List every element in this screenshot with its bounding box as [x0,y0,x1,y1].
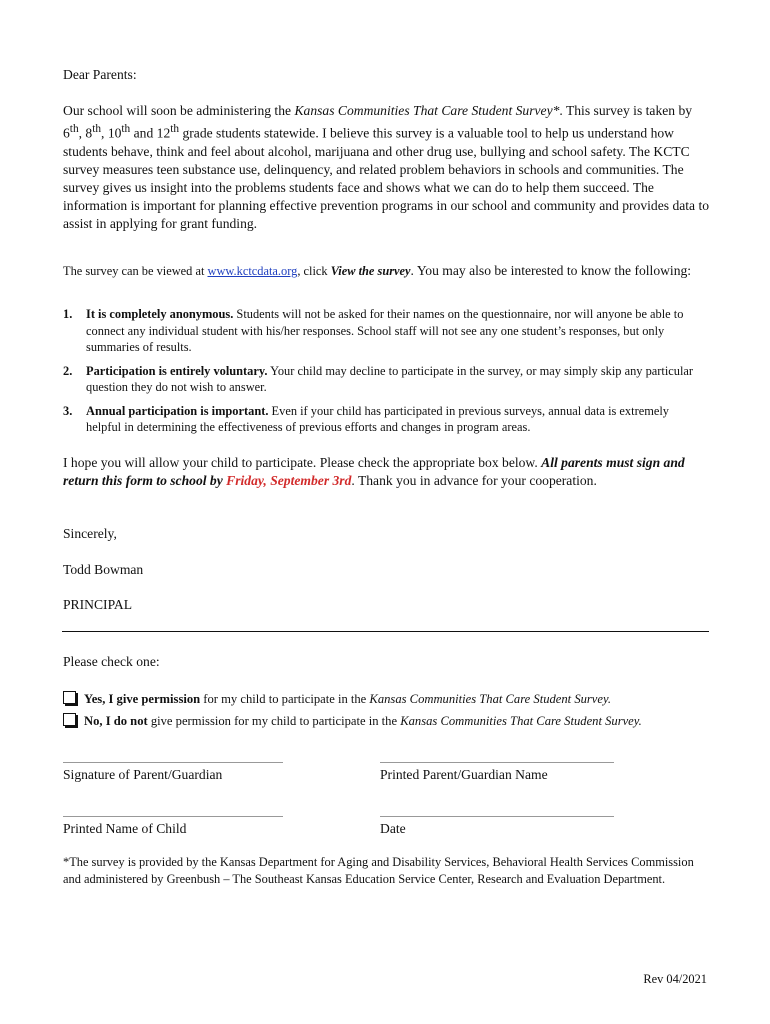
view-survey-paragraph [63,262,711,280]
yes-text: for my child to participate in the [200,692,370,706]
grade-suffix: th [170,123,180,135]
sign-off: Sincerely, [63,526,117,541]
permission-no-option [63,713,723,730]
date-label: Date [380,821,406,836]
closing-paragraph [63,454,711,490]
no-checkbox[interactable] [63,713,76,726]
item-title: Participation is entirely voluntary. [86,363,268,378]
view-text-3: . You may also be interested to know the following: [410,263,692,278]
item-text: Even if your child has participated in previous surveys, annual data is extremely helpful in determining the effectiveness of previous efforts and changes in program areas. [86,403,669,434]
intro-text-3: , 8 [78,125,93,141]
intro-text-6: grade students statewide. I believe this survey is a valuable tool to help us understand how students behave, think and feel about alcohol, marijuana and other drug use, bullying and school safety. The KCTC survey measures teen substance use, delinquency, and related problem behaviors in schools and communities. The survey gives us insight into the problems students face and shows what we can do to help them succeed. The information is important for planning effective prevention programs in our school and community and provides data to assist in applying for grant funding. [63,125,710,231]
divider [62,631,709,632]
reasons-list [63,306,703,443]
no-label: No, I do not [84,714,148,728]
list-item [63,403,703,436]
footnote: *The survey is provided by the Kansas Department for Aging and Disability Services, Behavioral Health Services Commission and administered by Greenbush – The Southeast Kansas Education Service Center, Research and Evaluation Department. [63,855,694,886]
date-line[interactable] [380,816,614,817]
intro-text-1: Our school will soon be administering the [63,103,295,118]
yes-checkbox[interactable] [63,691,76,704]
list-item [63,363,703,396]
revision-date: Rev 04/2021 [643,972,707,986]
yes-label: Yes, I give permission [84,692,201,706]
closing-text-1: I hope you will allow your child to participate. Please check the appropriate box below. [63,455,542,470]
grade-suffix: th [121,123,131,135]
item-title: It is completely anonymous. [86,307,234,321]
deadline-date: Friday, September 3rd [226,473,352,488]
intro-text-4: , 10 [101,125,122,141]
item-text: Your child may decline to participate in the survey, or may simply skip any particular question they do not wish to answer. [86,363,694,394]
grade-suffix: th [92,123,102,135]
item-text: Students will not be asked for their names on the questionnaire, nor will anyone be able to connect any individual student with his/her responses. School staff will not see any one student’s responses, but only summaries of results. [86,307,684,354]
signer-title: PRINCIPAL [63,597,132,612]
item-number: 3. [63,403,73,418]
intro-text-5: and 12 [130,125,171,141]
check-instruction: Please check one: [63,654,160,669]
view-the-survey-label: View the survey [330,264,411,278]
item-title: Annual participation is important. [86,403,269,418]
return-instruction: All parents must sign and return this form to school by [63,455,685,488]
list-item [63,306,703,356]
salutation: Dear Parents: [63,67,137,82]
permission-yes-option [63,691,723,708]
parent-name-line[interactable] [380,762,614,763]
survey-name: Kansas Communities That Care Student Survey* [294,103,560,118]
parent-signature-line[interactable] [63,762,283,763]
child-name-line[interactable] [63,816,283,817]
closing-text-2: . Thank you in advance for your cooperation. [351,473,597,488]
child-name-label: Printed Name of Child [63,821,187,836]
grade-suffix: th [69,123,79,135]
no-survey-name: Kansas Communities That Care Student Survey. [400,714,642,728]
item-number: 2. [63,363,73,378]
yes-survey-name: Kansas Communities That Care Student Survey. [369,692,612,706]
view-text-1: The survey can be viewed at [63,264,208,278]
intro-paragraph [63,102,711,233]
item-number: 1. [63,307,73,321]
parent-name-label: Printed Parent/Guardian Name [380,767,548,782]
signer-name: Todd Bowman [63,562,144,577]
view-text-2: , click [297,264,331,278]
intro-text-2: . This survey is taken by 6 [63,103,693,141]
no-text: give permission for my child to participate in the [147,714,401,728]
kctc-data-link[interactable]: www.kctcdata.org [207,264,298,278]
parent-signature-label: Signature of Parent/Guardian [63,767,223,782]
